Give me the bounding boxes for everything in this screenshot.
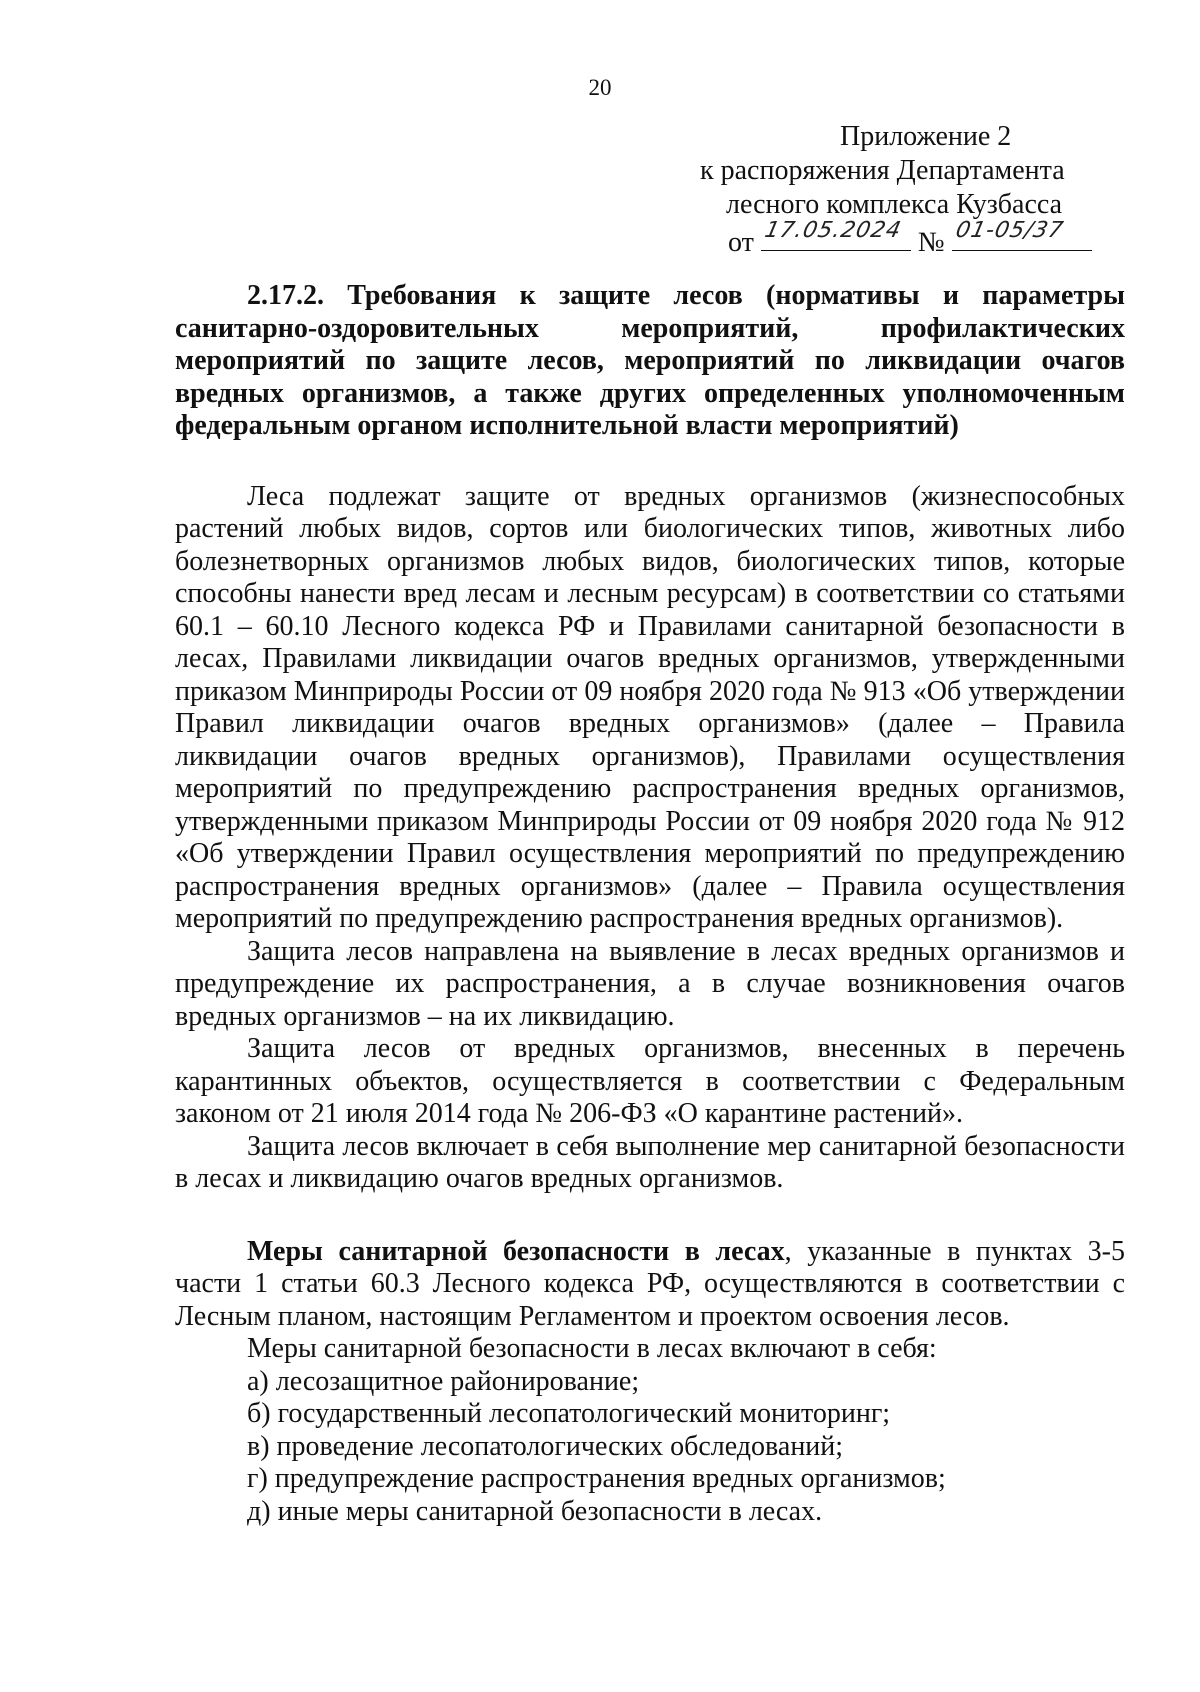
paragraph-sanitary-measures <box>175 1236 1125 1334</box>
sanitary-measures-rest: , указанные в пунктах 3-5 части 1 статьи 60.3 Лесного кодекса РФ, осуществляются в соответствии с Лесным планом, настоящим Регламентом и проектом освоения лесов. <box>175 1235 1125 1332</box>
section-heading <box>175 280 1125 443</box>
page-number: 20 <box>588 75 612 100</box>
section-number: 2.17.2. <box>247 280 324 311</box>
number-prefix: № <box>917 227 945 258</box>
appendix-department: лесного комплекса Кузбасса <box>726 189 1063 220</box>
appendix-title: Приложение 2 <box>840 121 1012 152</box>
section-heading-text: Требования к защите лесов (нормативы и параметры санитарно-оздоровительных мероприятий, профилактических мероприятий по защите лесов, мероприятий по ликвидации очагов вредных организмов, а также других определенных уполномоченным федеральным органом исполнительной власти мероприятий) <box>175 280 1125 441</box>
date-prefix: от <box>728 227 754 258</box>
sanitary-list-intro: Меры санитарной безопасности в лесах включают в себя: <box>247 1333 937 1364</box>
sanitary-measures-list <box>175 1366 1125 1529</box>
handwritten-date: 17.05.2024 <box>762 218 904 243</box>
appendix-block <box>700 120 1130 260</box>
list-item: а) лесозащитное районирование; <box>247 1365 640 1397</box>
appendix-date-line <box>700 218 1130 260</box>
paragraph-quarantine: Защита лесов от вредных организмов, внесенных в перечень карантинных объектов, осуществляется в соответствии с Федеральным законом от 21 июля 2014 года № 206-ФЗ «О карантине растений». <box>175 1033 1125 1129</box>
list-item: г) предупреждение распространения вредных организмов; <box>247 1463 946 1494</box>
list-item: д) иные меры санитарной безопасности в лесах. <box>247 1495 823 1527</box>
sanitary-measures-lead: Меры санитарной безопасности в лесах <box>247 1235 785 1267</box>
handwritten-number: 01-05/37 <box>953 218 1066 243</box>
paragraph-protection-aim: Защита лесов направлена на выявление в лесах вредных организмов и предупреждение их распространения, а в случае возникновения очагов вредных организмов – на их ликвидацию. <box>175 935 1125 1032</box>
appendix-reference: к распоряжения Департамента <box>700 155 1065 186</box>
paragraph-protection-includes: Защита лесов включает в себя выполнение мер санитарной безопасности в лесах и ликвидацию очагов вредных организмов. <box>175 1130 1125 1194</box>
paragraph-forest-protection: Леса подлежат защите от вредных организмов (жизнеспособных растений любых видов, сортов или биологических типов, животных либо болезнетворных организмов любых видов, биологических типов, которые способны нанести вред лесам и лесным ресурсам) в соответствии со статьями 60.1 – 60.10 Лесного кодекса РФ и Правилами санитарной безопасности в лесах, Правилами ликвидации очагов вредных организмов, утвержденными приказом Минприроды России от 09 ноября 2020 года № 913 «Об утверждении Правил ликвидации очагов вредных организмов» (далее – Правила ликвидации очагов вредных организмов), Правилами осуществления мероприятий по предупреждению распространения вредных организмов, утвержденными приказом Минприроды России от 09 ноября 2020 года № 912 «Об утверждении Правил осуществления мероприятий по предупреждению распространения вредных организмов» (далее – Правила осуществления мероприятий по предупреждению распространения вредных организмов). <box>175 480 1125 934</box>
list-item: б) государственный лесопатологический мониторинг; <box>247 1398 891 1429</box>
number-field <box>952 218 1092 251</box>
date-field <box>761 218 911 251</box>
list-item: в) проведение лесопатологических обследований; <box>247 1430 844 1462</box>
document-body <box>175 280 1125 1528</box>
